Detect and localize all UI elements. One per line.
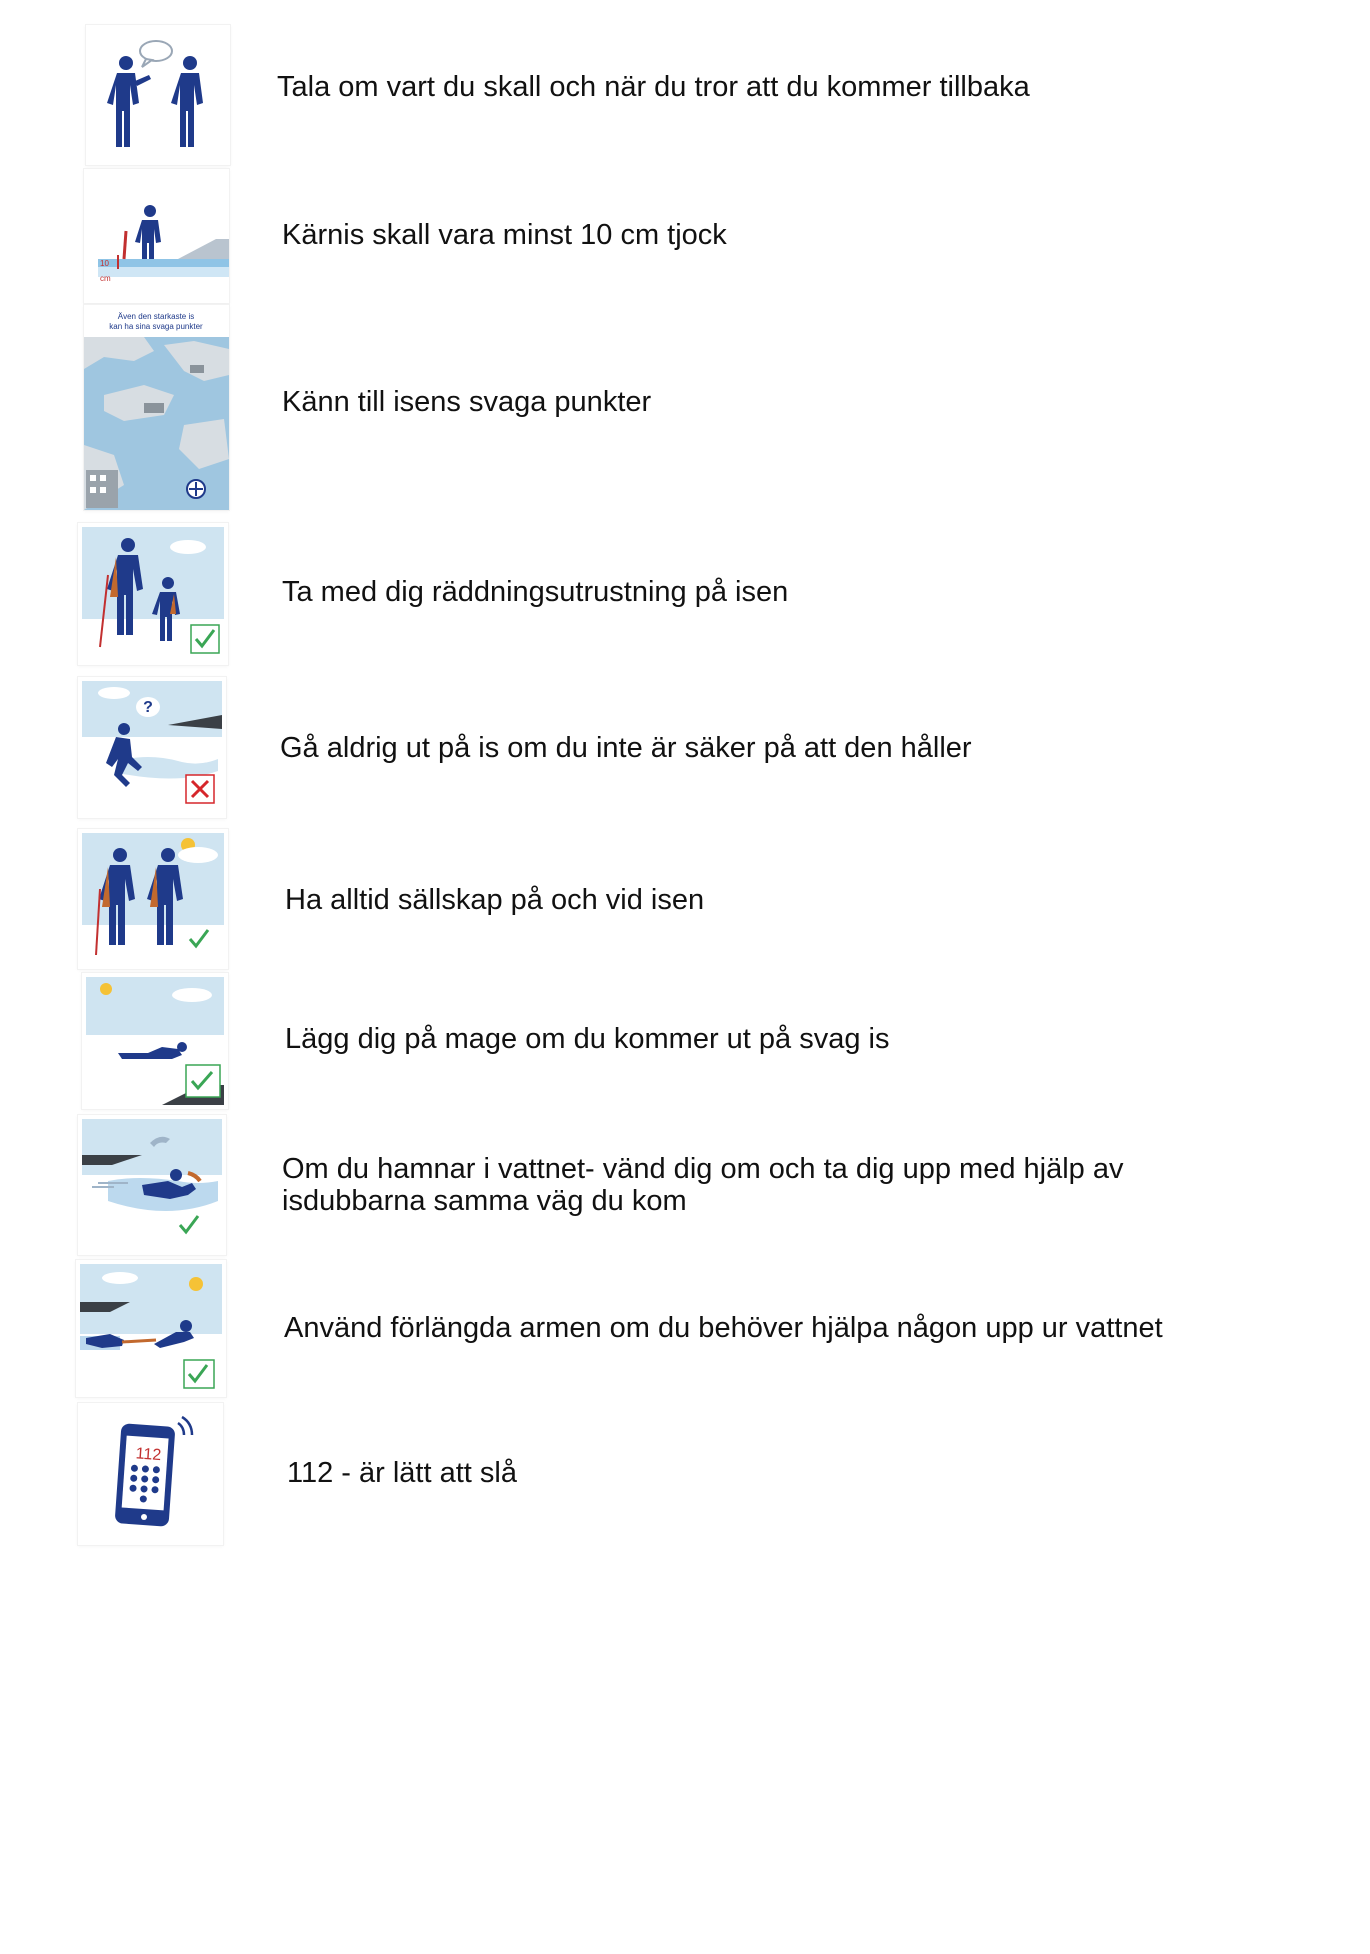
phone-112-icon xyxy=(78,1403,223,1545)
uncertain-ice-icon xyxy=(78,677,226,818)
tip-row xyxy=(0,829,1370,969)
tip-text: Ha alltid sällskap på och vid isen xyxy=(285,884,705,916)
rescue-equipment-icon xyxy=(78,523,228,665)
tip-text: Ta med dig räddningsutrustning på isen xyxy=(282,576,789,608)
tip-text: Gå aldrig ut på is om du inte är säker på att den håller xyxy=(280,732,972,764)
tip-text: 112 - är lätt att slå xyxy=(287,1457,517,1489)
tip-row xyxy=(0,1115,1370,1255)
tip-row xyxy=(0,25,1370,165)
tip-text: Tala om vart du skall och när du tror att du kommer tillbaka xyxy=(277,71,1030,103)
lie-on-stomach-icon xyxy=(82,973,228,1109)
tip-text: Använd förlängda armen om du behöver hjälpa någon upp ur vattnet xyxy=(284,1312,1163,1344)
ice-map-icon xyxy=(84,305,229,510)
tip-row xyxy=(0,677,1370,818)
tip-row xyxy=(0,305,1370,510)
map-caption-line1: Även den starkaste is xyxy=(117,312,195,321)
tip-text: Lägg dig på mage om du kommer ut på svag is xyxy=(285,1023,890,1055)
phone-number-label: 112 xyxy=(135,1445,162,1465)
people-talking-icon xyxy=(86,25,230,165)
map-caption-line2: kan ha sina svaga punkter xyxy=(109,322,203,331)
company-on-ice-icon xyxy=(78,829,228,969)
tip-row xyxy=(0,973,1370,1109)
thickness-value-label: 10 xyxy=(100,259,109,268)
tip-text: Känn till isens svaga punkter xyxy=(282,386,652,418)
extended-arm-rescue-icon xyxy=(76,1260,226,1397)
tip-text: Om du hamnar i vattnet- vänd dig om och ta dig upp med hjälp av isdubbarna samma väg du kom xyxy=(282,1153,1124,1217)
tip-row xyxy=(0,1403,1370,1545)
tip-row xyxy=(0,169,1370,303)
thickness-unit-label: cm xyxy=(100,274,111,283)
ice-picks-rescue-icon xyxy=(78,1115,226,1255)
tip-row xyxy=(0,523,1370,665)
ice-thickness-icon xyxy=(84,169,229,303)
tip-row xyxy=(0,1260,1370,1397)
question-mark-label: ? xyxy=(143,699,153,716)
tip-text: Kärnis skall vara minst 10 cm tjock xyxy=(282,219,727,251)
